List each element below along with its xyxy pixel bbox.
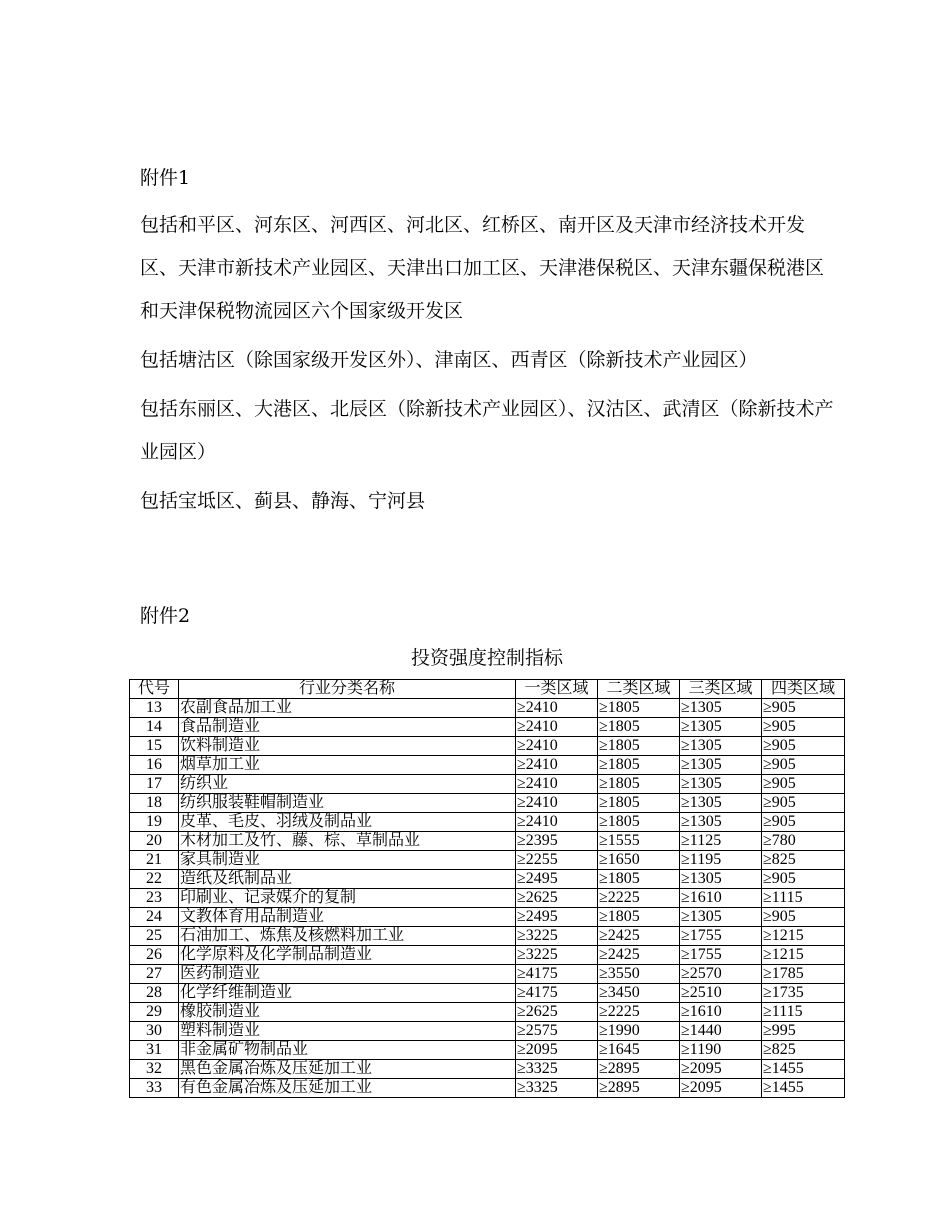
region1-value: ≥2410 [516, 794, 598, 813]
table-row [130, 927, 845, 946]
region4-value: ≥1115 [762, 889, 845, 908]
region4-value: ≥1115 [762, 1003, 845, 1022]
table-row [130, 1041, 845, 1060]
industry-code: 29 [130, 1003, 179, 1022]
industry-code: 21 [130, 851, 179, 870]
region1-value: ≥2410 [516, 775, 598, 794]
region2-value: ≥1555 [598, 832, 680, 851]
industry-name: 文教体育用品制造业 [179, 908, 516, 927]
region3-value: ≥2510 [680, 984, 762, 1003]
region4-value: ≥905 [762, 794, 845, 813]
region4-value: ≥780 [762, 832, 845, 851]
region4-value: ≥905 [762, 813, 845, 832]
region2-value: ≥3450 [598, 984, 680, 1003]
industry-code: 16 [130, 756, 179, 775]
region4-value: ≥905 [762, 718, 845, 737]
region2-value: ≥1805 [598, 699, 680, 718]
region1-value: ≥2095 [516, 1041, 598, 1060]
region3-value: ≥1195 [680, 851, 762, 870]
region4-value: ≥995 [762, 1022, 845, 1041]
industry-name: 造纸及纸制品业 [179, 870, 516, 889]
region1-value: ≥2410 [516, 718, 598, 737]
table-row [130, 1022, 845, 1041]
region3-value: ≥1305 [680, 908, 762, 927]
region3-value: ≥1440 [680, 1022, 762, 1041]
region4-value: ≥825 [762, 1041, 845, 1060]
region1-value: ≥3225 [516, 946, 598, 965]
region3-value: ≥1305 [680, 737, 762, 756]
region4-value: ≥905 [762, 908, 845, 927]
table-row [130, 908, 845, 927]
region1-value: ≥3325 [516, 1060, 598, 1079]
industry-name: 饮料制造业 [179, 737, 516, 756]
region3-value: ≥1190 [680, 1041, 762, 1060]
region2-value: ≥1805 [598, 775, 680, 794]
region3-value: ≥1610 [680, 889, 762, 908]
region3-value: ≥1755 [680, 946, 762, 965]
region2-value: ≥1990 [598, 1022, 680, 1041]
region1-value: ≥2410 [516, 756, 598, 775]
region-class2-description: 包括塘沽区（除国家级开发区外）、津南区、西青区（除新技术产业园区） [140, 349, 758, 371]
region3-value: ≥1125 [680, 832, 762, 851]
attachment1-heading: 附件1 [140, 167, 191, 189]
region2-value: ≥1645 [598, 1041, 680, 1060]
region1-value: ≥2410 [516, 813, 598, 832]
region2-value: ≥1805 [598, 870, 680, 889]
table-row [130, 1003, 845, 1022]
region3-value: ≥1610 [680, 1003, 762, 1022]
region2-value: ≥1805 [598, 794, 680, 813]
region4-value: ≥1785 [762, 965, 845, 984]
industry-code: 33 [130, 1079, 179, 1098]
column-header-region4: 四类区域 [762, 680, 845, 699]
industry-code: 27 [130, 965, 179, 984]
region3-value: ≥1305 [680, 699, 762, 718]
region3-value: ≥2095 [680, 1079, 762, 1098]
attachment1-body [140, 204, 840, 529]
industry-name: 塑料制造业 [179, 1022, 516, 1041]
table-row [130, 1079, 845, 1098]
industry-name: 印刷业、记录媒介的复制 [179, 889, 516, 908]
region3-value: ≥2095 [680, 1060, 762, 1079]
table-row [130, 699, 845, 718]
industry-code: 25 [130, 927, 179, 946]
region1-value: ≥4175 [516, 984, 598, 1003]
table-row [130, 737, 845, 756]
region2-value: ≥2895 [598, 1060, 680, 1079]
table-row [130, 946, 845, 965]
industry-code: 20 [130, 832, 179, 851]
region-class1-description: 包括和平区、河东区、河西区、河北区、红桥区、南开区及天津市经济技术开发区、天津市新技术产业园区、天津出口加工区、天津港保税区、天津东疆保税港区和天津保税物流园区六个国家级开发区 [140, 214, 825, 322]
region4-value: ≥905 [762, 870, 845, 889]
region2-value: ≥3550 [598, 965, 680, 984]
table-row [130, 1060, 845, 1079]
industry-name: 医药制造业 [179, 965, 516, 984]
table-row [130, 984, 845, 1003]
region3-value: ≥1755 [680, 927, 762, 946]
region2-value: ≥2425 [598, 946, 680, 965]
region2-value: ≥1805 [598, 718, 680, 737]
region1-value: ≥2410 [516, 699, 598, 718]
region2-value: ≥1805 [598, 908, 680, 927]
region1-value: ≥2410 [516, 737, 598, 756]
industry-name: 有色金属冶炼及压延加工业 [179, 1079, 516, 1098]
industry-name: 皮革、毛皮、羽绒及制品业 [179, 813, 516, 832]
table-body [130, 699, 845, 1098]
column-header-region2: 二类区域 [598, 680, 680, 699]
table-row [130, 718, 845, 737]
table-row [130, 965, 845, 984]
region3-value: ≥1305 [680, 775, 762, 794]
industry-code: 15 [130, 737, 179, 756]
table-row [130, 775, 845, 794]
industry-name: 农副食品加工业 [179, 699, 516, 718]
industry-code: 32 [130, 1060, 179, 1079]
table-title: 投资强度控制指标 [410, 647, 563, 669]
region2-value: ≥2895 [598, 1079, 680, 1098]
table-row [130, 832, 845, 851]
region4-value: ≥825 [762, 851, 845, 870]
region4-value: ≥1215 [762, 927, 845, 946]
industry-name: 纺织服装鞋帽制造业 [179, 794, 516, 813]
industry-name: 黑色金属冶炼及压延加工业 [179, 1060, 516, 1079]
region2-value: ≥2425 [598, 927, 680, 946]
region2-value: ≥1805 [598, 756, 680, 775]
region4-value: ≥1455 [762, 1079, 845, 1098]
attachment2-heading: 附件2 [140, 605, 191, 627]
industry-name: 橡胶制造业 [179, 1003, 516, 1022]
region1-value: ≥2625 [516, 1003, 598, 1022]
table-row [130, 889, 845, 908]
region1-value: ≥2495 [516, 908, 598, 927]
industry-code: 26 [130, 946, 179, 965]
region1-value: ≥4175 [516, 965, 598, 984]
industry-code: 31 [130, 1041, 179, 1060]
industry-name: 化学原料及化学制品制造业 [179, 946, 516, 965]
table-row [130, 813, 845, 832]
industry-name: 石油加工、炼焦及核燃料加工业 [179, 927, 516, 946]
region-class4-description: 包括宝坻区、蓟县、静海、宁河县 [140, 490, 426, 512]
region4-value: ≥1215 [762, 946, 845, 965]
industry-code: 22 [130, 870, 179, 889]
region2-value: ≥1805 [598, 813, 680, 832]
industry-name: 食品制造业 [179, 718, 516, 737]
region3-value: ≥2570 [680, 965, 762, 984]
industry-name: 纺织业 [179, 775, 516, 794]
industry-name: 家具制造业 [179, 851, 516, 870]
industry-code: 30 [130, 1022, 179, 1041]
column-header-industry: 行业分类名称 [179, 680, 516, 699]
industry-code: 14 [130, 718, 179, 737]
column-header-region1: 一类区域 [516, 680, 598, 699]
investment-intensity-table [129, 679, 845, 1098]
table-row [130, 851, 845, 870]
industry-name: 化学纤维制造业 [179, 984, 516, 1003]
region1-value: ≥3325 [516, 1079, 598, 1098]
column-header-code: 代号 [130, 680, 179, 699]
region2-value: ≥2225 [598, 1003, 680, 1022]
region4-value: ≥1735 [762, 984, 845, 1003]
region4-value: ≥905 [762, 699, 845, 718]
region1-value: ≥3225 [516, 927, 598, 946]
region4-value: ≥905 [762, 775, 845, 794]
region4-value: ≥905 [762, 756, 845, 775]
region1-value: ≥2495 [516, 870, 598, 889]
table-row [130, 870, 845, 889]
region4-value: ≥1455 [762, 1060, 845, 1079]
region3-value: ≥1305 [680, 794, 762, 813]
region1-value: ≥2395 [516, 832, 598, 851]
industry-code: 28 [130, 984, 179, 1003]
region3-value: ≥1305 [680, 718, 762, 737]
industry-code: 18 [130, 794, 179, 813]
region1-value: ≥2625 [516, 889, 598, 908]
region3-value: ≥1305 [680, 756, 762, 775]
region1-value: ≥2255 [516, 851, 598, 870]
industry-code: 24 [130, 908, 179, 927]
region2-value: ≥2225 [598, 889, 680, 908]
industry-code: 13 [130, 699, 179, 718]
industry-name: 烟草加工业 [179, 756, 516, 775]
industry-name: 非金属矿物制品业 [179, 1041, 516, 1060]
region2-value: ≥1805 [598, 737, 680, 756]
region3-value: ≥1305 [680, 813, 762, 832]
table-header-row [130, 680, 845, 699]
region4-value: ≥905 [762, 737, 845, 756]
region3-value: ≥1305 [680, 870, 762, 889]
region-class3-description: 包括东丽区、大港区、北辰区（除新技术产业园区）、汉沽区、武清区（除新技术产业园区） [140, 398, 834, 463]
column-header-region3: 三类区域 [680, 680, 762, 699]
industry-code: 17 [130, 775, 179, 794]
industry-name: 木材加工及竹、藤、棕、草制品业 [179, 832, 516, 851]
industry-code: 23 [130, 889, 179, 908]
table-row [130, 756, 845, 775]
table-row [130, 794, 845, 813]
region1-value: ≥2575 [516, 1022, 598, 1041]
region2-value: ≥1650 [598, 851, 680, 870]
industry-code: 19 [130, 813, 179, 832]
